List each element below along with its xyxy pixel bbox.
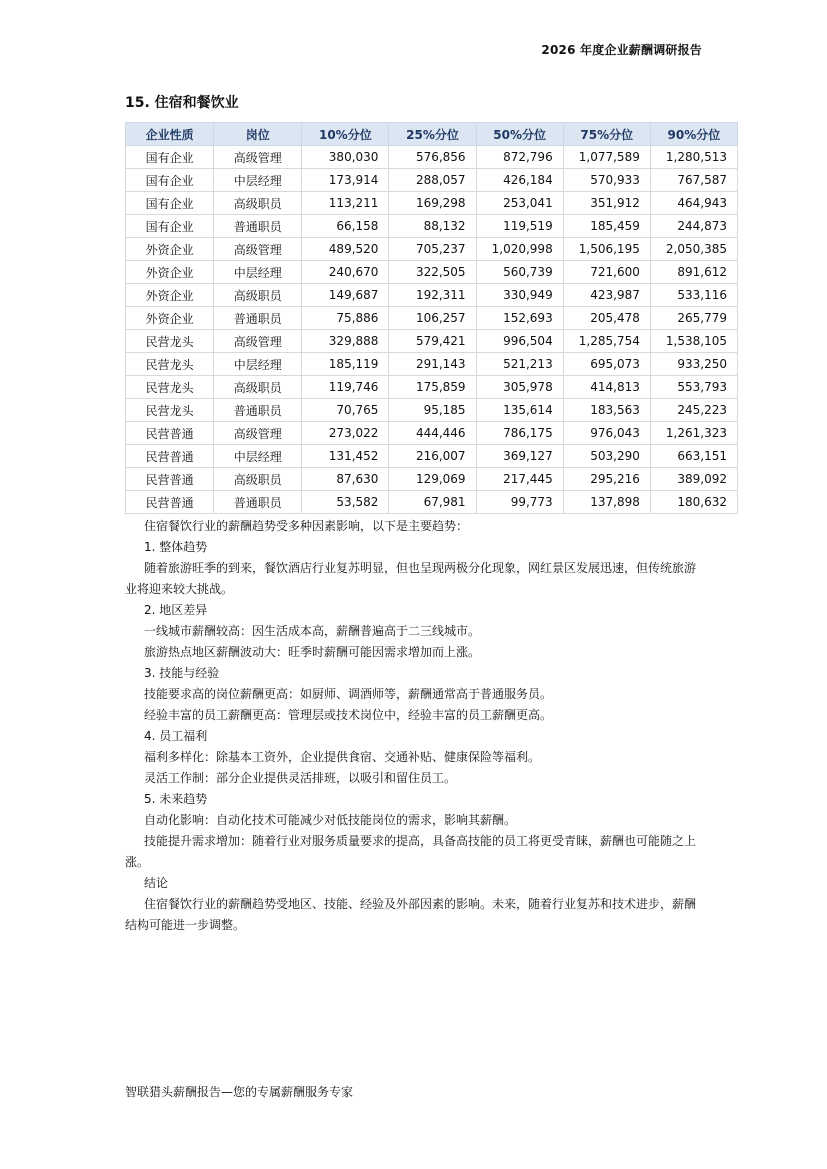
position-cell: 高级职员 <box>214 468 302 491</box>
body-paragraph: 自动化影响：自动化技术可能减少对低技能岗位的需求，影响其薪酬。 <box>144 813 517 827</box>
salary-value-cell: 216,007 <box>389 445 476 468</box>
salary-value-cell: 180,632 <box>650 491 737 514</box>
salary-value-cell: 389,092 <box>650 468 737 491</box>
column-header: 10%分位 <box>302 123 389 146</box>
column-header: 企业性质 <box>126 123 214 146</box>
table-row <box>126 146 738 169</box>
salary-value-cell: 1,077,589 <box>563 146 650 169</box>
position-cell: 中层经理 <box>214 445 302 468</box>
salary-value-cell: 273,022 <box>302 422 389 445</box>
salary-value-cell: 503,290 <box>563 445 650 468</box>
salary-value-cell: 369,127 <box>476 445 563 468</box>
salary-value-cell: 579,421 <box>389 330 476 353</box>
salary-value-cell: 705,237 <box>389 238 476 261</box>
table-row <box>126 376 738 399</box>
company-type-cell: 国有企业 <box>126 192 214 215</box>
company-type-cell: 外资企业 <box>126 261 214 284</box>
body-paragraph: 技能提升需求增加：随着行业对服务质量要求的提高，具备高技能的员工将更受青睐，薪酬也可能随之上涨。 <box>125 834 697 869</box>
body-paragraph: 3. 技能与经验 <box>144 666 220 680</box>
salary-value-cell: 330,949 <box>476 284 563 307</box>
table-row <box>126 330 738 353</box>
salary-value-cell: 996,504 <box>476 330 563 353</box>
salary-value-cell: 205,478 <box>563 307 650 330</box>
footer-slogan: 智联猎头薪酬报告—您的专属薪酬服务专家 <box>125 1085 354 1099</box>
body-paragraph: 1. 整体趋势 <box>144 540 208 554</box>
table-row <box>126 284 738 307</box>
salary-value-cell: 95,185 <box>389 399 476 422</box>
salary-value-cell: 173,914 <box>302 169 389 192</box>
position-cell: 高级职员 <box>214 376 302 399</box>
table-row <box>126 215 738 238</box>
position-cell: 高级职员 <box>214 192 302 215</box>
salary-value-cell: 75,886 <box>302 307 389 330</box>
salary-value-cell: 1,506,195 <box>563 238 650 261</box>
body-paragraph: 一线城市薪酬较高：因生活成本高，薪酬普遍高于二三线城市。 <box>144 624 481 638</box>
salary-value-cell: 1,280,513 <box>650 146 737 169</box>
salary-value-cell: 464,943 <box>650 192 737 215</box>
analysis-text <box>125 516 707 936</box>
body-paragraph: 旅游热点地区薪酬波动大：旺季时薪酬可能因需求增加而上涨。 <box>144 645 481 659</box>
company-type-cell: 国有企业 <box>126 169 214 192</box>
salary-value-cell: 891,612 <box>650 261 737 284</box>
body-paragraph: 随着旅游旺季的到来，餐饮酒店行业复苏明显，但也呈现两极分化现象，网红景区发展迅速，但传统旅游业将迎来较大挑战。 <box>125 561 697 596</box>
company-type-cell: 民营龙头 <box>126 376 214 399</box>
salary-value-cell: 380,030 <box>302 146 389 169</box>
position-cell: 高级管理 <box>214 146 302 169</box>
position-cell: 普通职员 <box>214 491 302 514</box>
salary-value-cell: 521,213 <box>476 353 563 376</box>
salary-value-cell: 185,459 <box>563 215 650 238</box>
column-header: 岗位 <box>214 123 302 146</box>
salary-value-cell: 872,796 <box>476 146 563 169</box>
table-row <box>126 399 738 422</box>
salary-value-cell: 137,898 <box>563 491 650 514</box>
table-row <box>126 192 738 215</box>
table-row <box>126 169 738 192</box>
company-type-cell: 国有企业 <box>126 215 214 238</box>
body-paragraph: 住宿餐饮行业的薪酬趋势受多种因素影响，以下是主要趋势： <box>144 519 469 533</box>
salary-value-cell: 175,859 <box>389 376 476 399</box>
salary-value-cell: 560,739 <box>476 261 563 284</box>
salary-value-cell: 414,813 <box>563 376 650 399</box>
salary-value-cell: 305,978 <box>476 376 563 399</box>
salary-value-cell: 329,888 <box>302 330 389 353</box>
salary-value-cell: 131,452 <box>302 445 389 468</box>
body-paragraph: 2. 地区差异 <box>144 603 208 617</box>
salary-value-cell: 192,311 <box>389 284 476 307</box>
table-body <box>126 146 738 514</box>
salary-value-cell: 295,216 <box>563 468 650 491</box>
salary-value-cell: 1,285,754 <box>563 330 650 353</box>
table-row <box>126 445 738 468</box>
salary-value-cell: 288,057 <box>389 169 476 192</box>
position-cell: 普通职员 <box>214 215 302 238</box>
salary-value-cell: 444,446 <box>389 422 476 445</box>
salary-table <box>125 122 738 514</box>
salary-value-cell: 70,765 <box>302 399 389 422</box>
salary-value-cell: 489,520 <box>302 238 389 261</box>
salary-value-cell: 1,020,998 <box>476 238 563 261</box>
salary-value-cell: 721,600 <box>563 261 650 284</box>
salary-value-cell: 1,261,323 <box>650 422 737 445</box>
salary-value-cell: 663,151 <box>650 445 737 468</box>
salary-value-cell: 152,693 <box>476 307 563 330</box>
salary-value-cell: 553,793 <box>650 376 737 399</box>
table-row <box>126 353 738 376</box>
salary-value-cell: 570,933 <box>563 169 650 192</box>
salary-value-cell: 786,175 <box>476 422 563 445</box>
salary-value-cell: 88,132 <box>389 215 476 238</box>
salary-value-cell: 767,587 <box>650 169 737 192</box>
salary-value-cell: 322,505 <box>389 261 476 284</box>
table-row <box>126 468 738 491</box>
table-row <box>126 307 738 330</box>
salary-value-cell: 265,779 <box>650 307 737 330</box>
table-row <box>126 261 738 284</box>
body-paragraph: 经验丰富的员工薪酬更高：管理层或技术岗位中，经验丰富的员工薪酬更高。 <box>144 708 553 722</box>
salary-value-cell: 149,687 <box>302 284 389 307</box>
company-type-cell: 民营龙头 <box>126 399 214 422</box>
salary-value-cell: 240,670 <box>302 261 389 284</box>
salary-value-cell: 183,563 <box>563 399 650 422</box>
salary-value-cell: 53,582 <box>302 491 389 514</box>
salary-value-cell: 185,119 <box>302 353 389 376</box>
table-row <box>126 422 738 445</box>
table-header-row <box>126 123 738 146</box>
position-cell: 中层经理 <box>214 261 302 284</box>
company-type-cell: 民营普通 <box>126 422 214 445</box>
position-cell: 普通职员 <box>214 399 302 422</box>
position-cell: 高级职员 <box>214 284 302 307</box>
salary-value-cell: 976,043 <box>563 422 650 445</box>
position-cell: 高级管理 <box>214 238 302 261</box>
table-row <box>126 238 738 261</box>
position-cell: 中层经理 <box>214 353 302 376</box>
company-type-cell: 民营龙头 <box>126 353 214 376</box>
column-header: 50%分位 <box>476 123 563 146</box>
position-cell: 普通职员 <box>214 307 302 330</box>
company-type-cell: 民营龙头 <box>126 330 214 353</box>
position-cell: 高级管理 <box>214 330 302 353</box>
body-paragraph: 结论 <box>144 876 169 890</box>
body-paragraph: 5. 未来趋势 <box>144 792 208 806</box>
salary-value-cell: 169,298 <box>389 192 476 215</box>
salary-value-cell: 129,069 <box>389 468 476 491</box>
body-paragraph: 4. 员工福利 <box>144 729 208 743</box>
salary-value-cell: 217,445 <box>476 468 563 491</box>
company-type-cell: 外资企业 <box>126 284 214 307</box>
salary-value-cell: 533,116 <box>650 284 737 307</box>
salary-value-cell: 423,987 <box>563 284 650 307</box>
salary-value-cell: 576,856 <box>389 146 476 169</box>
body-paragraph: 福利多样化：除基本工资外，企业提供食宿、交通补贴、健康保险等福利。 <box>144 750 541 764</box>
column-header: 90%分位 <box>650 123 737 146</box>
salary-value-cell: 245,223 <box>650 399 737 422</box>
report-header-title: 2026 年度企业薪酬调研报告 <box>541 43 702 57</box>
company-type-cell: 民营普通 <box>126 468 214 491</box>
position-cell: 高级管理 <box>214 422 302 445</box>
section-title: 15. 住宿和餐饮业 <box>125 95 239 111</box>
company-type-cell: 民营普通 <box>126 445 214 468</box>
salary-value-cell: 66,158 <box>302 215 389 238</box>
company-type-cell: 国有企业 <box>126 146 214 169</box>
salary-value-cell: 933,250 <box>650 353 737 376</box>
company-type-cell: 外资企业 <box>126 238 214 261</box>
column-header: 75%分位 <box>563 123 650 146</box>
salary-value-cell: 291,143 <box>389 353 476 376</box>
salary-value-cell: 113,211 <box>302 192 389 215</box>
company-type-cell: 外资企业 <box>126 307 214 330</box>
salary-value-cell: 106,257 <box>389 307 476 330</box>
salary-value-cell: 119,746 <box>302 376 389 399</box>
salary-value-cell: 253,041 <box>476 192 563 215</box>
company-type-cell: 民营普通 <box>126 491 214 514</box>
salary-value-cell: 67,981 <box>389 491 476 514</box>
body-paragraph: 住宿餐饮行业的薪酬趋势受地区、技能、经验及外部因素的影响。未来，随着行业复苏和技术进步，薪酬结构可能进一步调整。 <box>125 897 697 932</box>
salary-value-cell: 1,538,105 <box>650 330 737 353</box>
salary-value-cell: 695,073 <box>563 353 650 376</box>
body-paragraph: 技能要求高的岗位薪酬更高：如厨师、调酒师等，薪酬通常高于普通服务员。 <box>144 687 553 701</box>
salary-value-cell: 119,519 <box>476 215 563 238</box>
salary-value-cell: 135,614 <box>476 399 563 422</box>
table-row <box>126 491 738 514</box>
salary-value-cell: 244,873 <box>650 215 737 238</box>
salary-value-cell: 2,050,385 <box>650 238 737 261</box>
position-cell: 中层经理 <box>214 169 302 192</box>
column-header: 25%分位 <box>389 123 476 146</box>
body-paragraph: 灵活工作制：部分企业提供灵活排班，以吸引和留住员工。 <box>144 771 457 785</box>
salary-value-cell: 426,184 <box>476 169 563 192</box>
salary-value-cell: 351,912 <box>563 192 650 215</box>
salary-value-cell: 87,630 <box>302 468 389 491</box>
salary-value-cell: 99,773 <box>476 491 563 514</box>
